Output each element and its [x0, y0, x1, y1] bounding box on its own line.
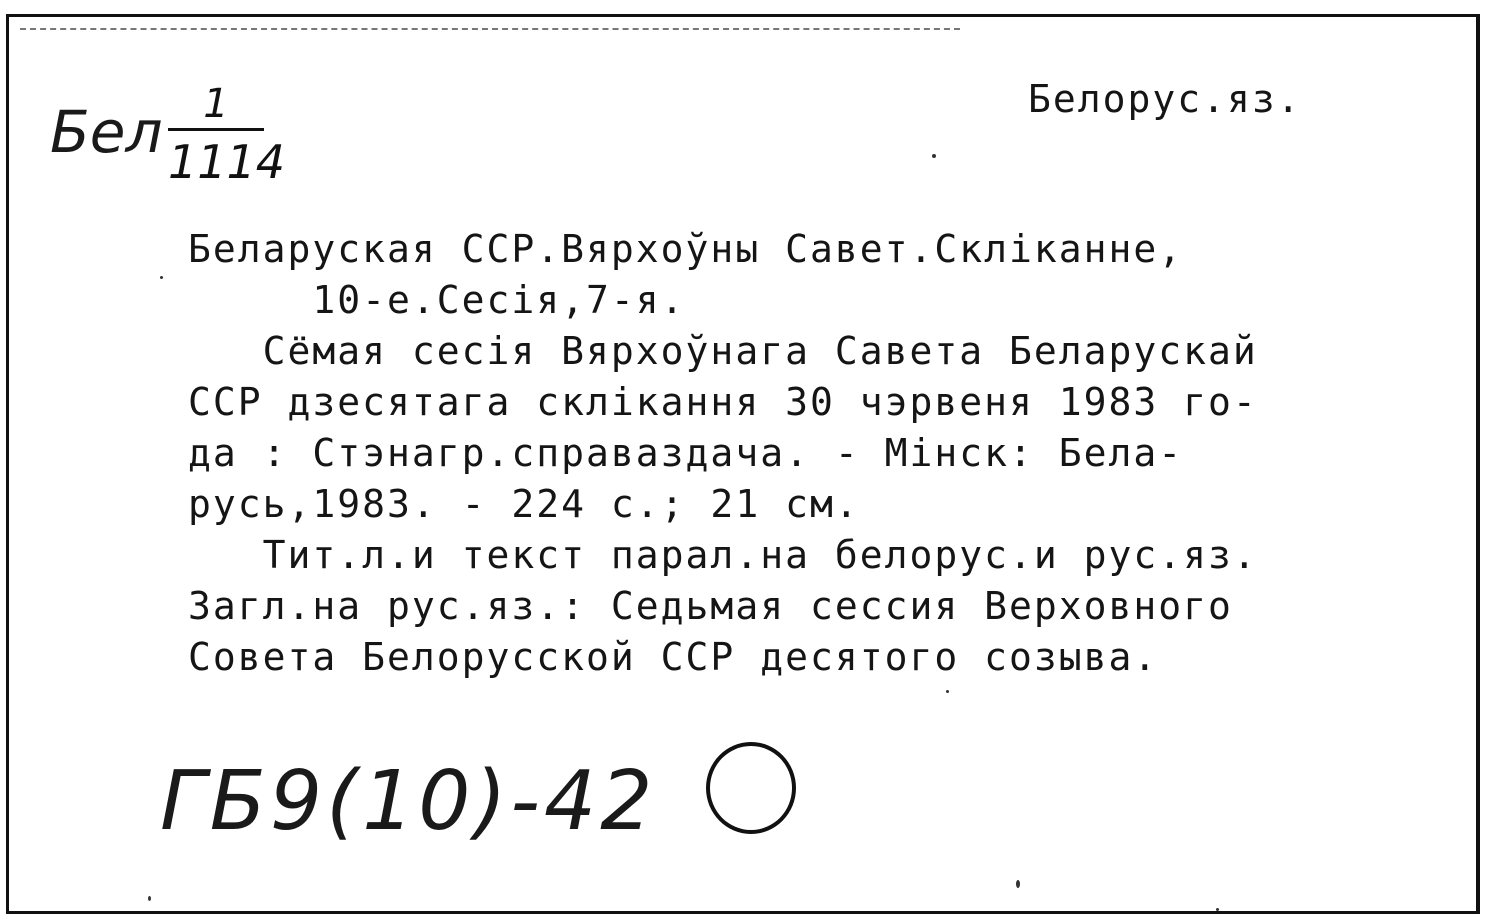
text-line: Совета Белорусской ССР десятого созыва.	[188, 635, 1159, 679]
top-divider	[20, 28, 960, 30]
handwritten-code: Бел	[50, 98, 163, 166]
subject-heading: Белорус.яз.	[1028, 77, 1302, 121]
speck	[1216, 908, 1219, 911]
text-line: ССР дзесятага склікання 30 чэрвеня 1983 го-	[188, 380, 1258, 424]
speck	[160, 276, 163, 279]
speck	[932, 154, 936, 158]
text-line: Загл.на рус.яз.: Седьмая сессия Верховного	[188, 584, 1233, 628]
fraction-top: 1	[203, 81, 229, 127]
speck	[148, 896, 151, 901]
text-line: Беларуская ССР.Вярхоўны Савет.Скліканне,	[188, 227, 1184, 271]
fraction-bar	[168, 128, 264, 131]
call-number-fraction	[168, 81, 286, 189]
speck	[946, 690, 949, 693]
fraction-bottom: 1114	[168, 135, 286, 189]
text-line: Сёмая сесія Вярхоўнага Савета Беларускай	[188, 329, 1258, 373]
handwritten-shelf-code: ГБ9(10)-42	[160, 754, 657, 849]
circle-mark	[706, 742, 796, 834]
text-line: Тит.л.и текст парал.на белорус.и рус.яз.	[188, 533, 1258, 577]
text-line: 10-е.Сесія,7-я.	[188, 278, 686, 322]
text-line: да : Стэнагр.справаздача. - Мінск: Бела-	[188, 431, 1184, 475]
speck	[1016, 880, 1020, 888]
text-line: русь,1983. - 224 с.; 21 см.	[188, 482, 860, 526]
